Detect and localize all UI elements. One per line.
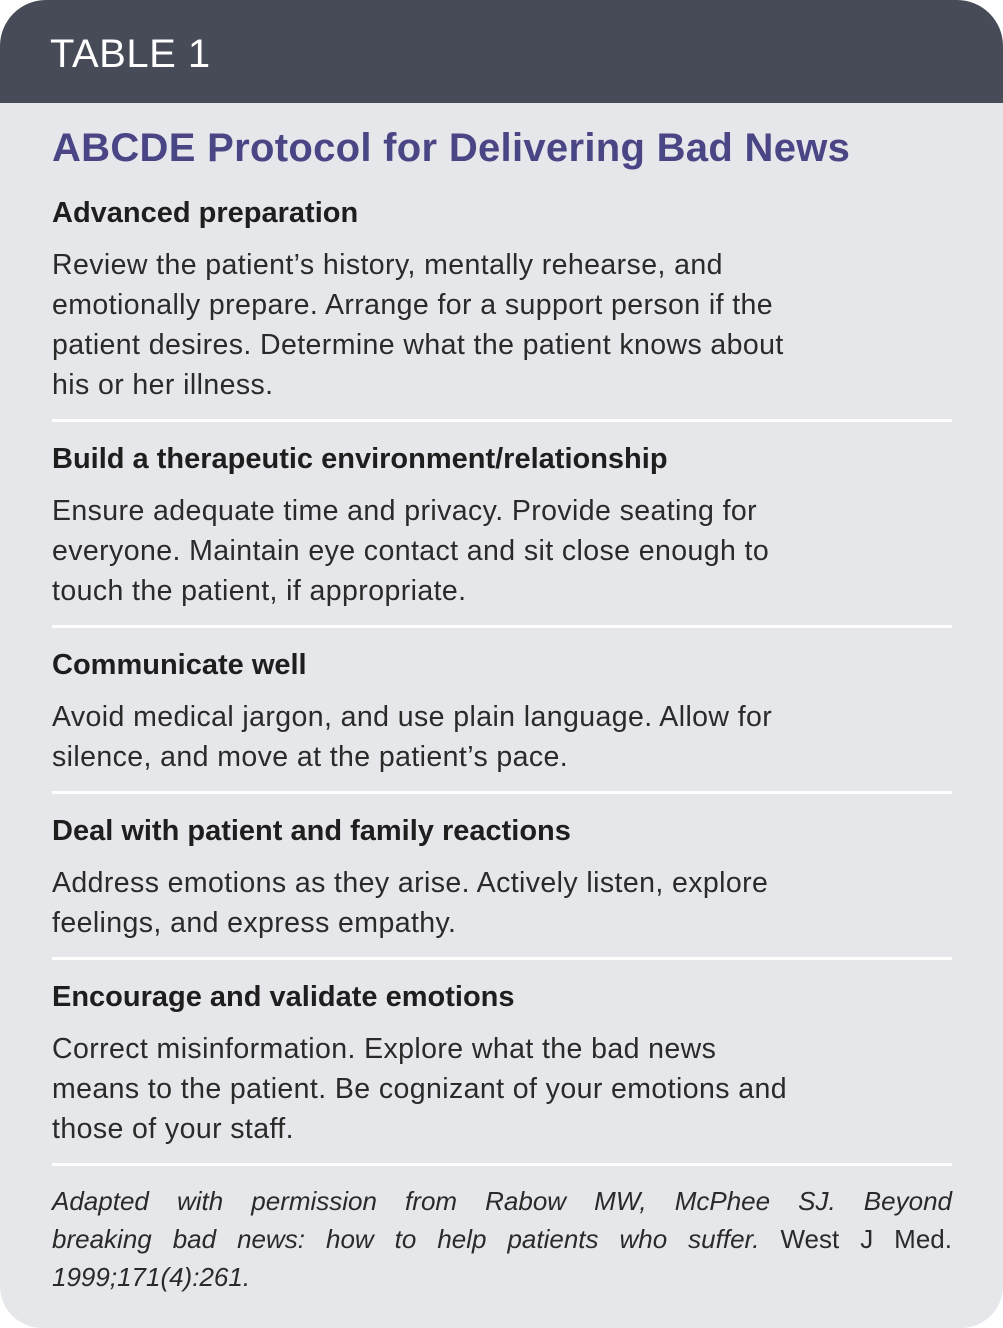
section-body-line: feelings, and express empathy. [52, 907, 457, 939]
table-label: TABLE 1 [50, 32, 211, 76]
table-header [0, 0, 1003, 103]
section-body-line: patient desires. Determine what the patient knows about [52, 329, 784, 361]
section-heading: Advanced preparation [52, 197, 359, 229]
section-body-line: those of your staff. [52, 1113, 294, 1145]
section-body-line: Ensure adequate time and privacy. Provide seating for [52, 495, 758, 527]
footnote-article-title: breaking bad news: how to help patients who suffer. [52, 1224, 760, 1254]
section-body-line: touch the patient, if appropriate. [52, 575, 467, 607]
protocol-section [52, 628, 952, 794]
table-content [0, 123, 1003, 1296]
footnote-line [52, 1220, 952, 1258]
section-body-line: means to the patient. Be cognizant of your emotions and [52, 1073, 787, 1105]
section-heading: Deal with patient and family reactions [52, 815, 571, 847]
footnote [52, 1166, 952, 1296]
section-body-line: Review the patient’s history, mentally rehearse, and [52, 249, 723, 281]
table-title: ABCDE Protocol for Delivering Bad News [52, 126, 851, 170]
section-body-line: everyone. Maintain eye contact and sit close enough to [52, 535, 770, 567]
protocol-section [52, 960, 952, 1166]
section-body-line: his or her illness. [52, 369, 274, 401]
section-body-line: silence, and move at the patient’s pace. [52, 741, 569, 773]
section-body-line: Avoid medical jargon, and use plain language. Allow for [52, 701, 773, 733]
section-body-line: emotionally prepare. Arrange for a support person if the [52, 289, 774, 321]
footnote-line: Adapted with permission from Rabow MW, McPhee SJ. Beyond [52, 1186, 952, 1216]
section-heading: Encourage and validate emotions [52, 981, 515, 1013]
protocol-section [52, 794, 952, 960]
footnote-journal: West J Med. [780, 1224, 952, 1254]
section-body-line: Correct misinformation. Explore what the bad news [52, 1033, 717, 1065]
footnote-line: 1999;171(4):261. [52, 1262, 251, 1292]
section-body-line: Address emotions as they arise. Actively listen, explore [52, 867, 769, 899]
protocol-section [52, 173, 952, 422]
section-heading: Communicate well [52, 649, 307, 681]
section-heading: Build a therapeutic environment/relationship [52, 443, 668, 475]
protocol-section [52, 422, 952, 628]
